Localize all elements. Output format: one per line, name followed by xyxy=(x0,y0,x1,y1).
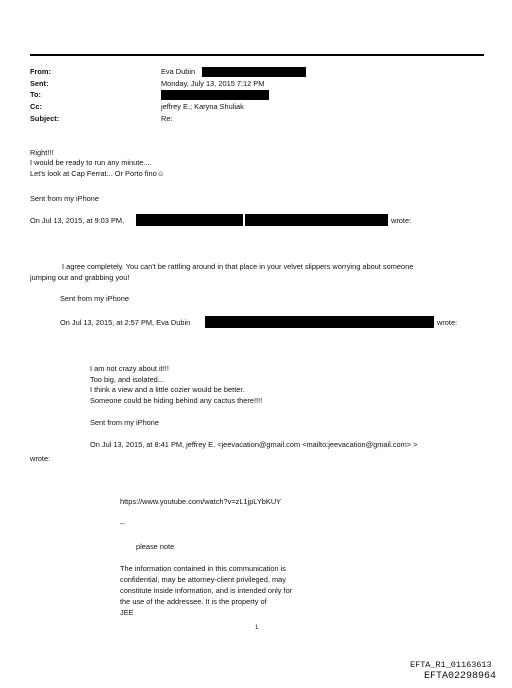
youtube-link[interactable]: https://www.youtube.com/watch?v=zL1jpLYbKUY xyxy=(120,497,282,506)
disclaimer-line: constitute inside information, and is intended only for xyxy=(120,586,293,595)
msg3-line: I think a view and a little cozier would be better. xyxy=(90,385,245,394)
msg3-line: Too big, and isolated... xyxy=(90,375,164,384)
redaction-block xyxy=(205,316,434,328)
msg1-line: Let's look at Cap Ferrat... Or Porto fino☺ xyxy=(30,169,165,178)
sent-label: Sent: xyxy=(30,79,49,88)
signature-dashes: -- xyxy=(120,519,125,528)
quote3-header: On Jul 13, 2015, at 8:41 PM, jeffrey E. <jeevacation@gmail.com <mailto:jeevacation@gmail.com> > xyxy=(90,440,418,449)
disclaimer-line: confidential, may be attorney-client privileged, may xyxy=(120,575,286,584)
quote2-header: On Jul 13, 2015, at 2:57 PM, Eva Dubin xyxy=(60,318,191,327)
redaction-block xyxy=(136,214,243,226)
bates-number-2: EFTA02298964 xyxy=(424,671,497,682)
quote1-header: On Jul 13, 2015, at 9:03 PM, xyxy=(30,216,125,225)
header-rule xyxy=(30,54,484,56)
page-number: 1 xyxy=(255,625,259,631)
subject-value: Re: xyxy=(161,114,173,123)
redaction-block xyxy=(161,90,269,100)
sent-value: Monday, July 13, 2015 7:12 PM xyxy=(161,79,265,88)
msg1-line: I would be ready to run any minute.... xyxy=(30,158,152,167)
bates-number-1: EFTA_R1_01163613 xyxy=(410,660,492,670)
sent-from-iphone: Sent from my iPhone xyxy=(90,418,160,427)
please-note: please note xyxy=(136,542,175,551)
msg2-line: jumping out and grabbing you! xyxy=(30,273,130,282)
redaction-block xyxy=(245,214,388,226)
redaction-block xyxy=(202,67,306,77)
from-label: From: xyxy=(30,67,51,76)
disclaimer-line: the use of the addressee. It is the property of xyxy=(120,597,267,606)
quote2-wrote: wrote: xyxy=(437,318,458,327)
from-value: Eva Dubin xyxy=(161,67,196,76)
quote1-wrote: wrote: xyxy=(391,216,412,225)
disclaimer-line: The information contained in this communication is xyxy=(120,564,286,573)
sent-from-iphone: Sent from my iPhone xyxy=(60,294,130,303)
subject-label: Subject: xyxy=(30,114,60,123)
sent-from-iphone: Sent from my iPhone xyxy=(30,194,100,203)
msg1-line: Right!!! xyxy=(30,148,54,157)
quote3-wrote: wrote: xyxy=(30,454,51,463)
disclaimer-line: JEE xyxy=(120,608,134,617)
msg2-line: I agree completely. You can't be rattling around in that place in your velvet slippers worrying about someone xyxy=(62,262,414,271)
msg3-line: Someone could be hiding behind any cactus there!!!! xyxy=(90,396,263,405)
to-label: To: xyxy=(30,90,41,99)
cc-value: jeffrey E.; Karyna Shuliak xyxy=(161,102,244,111)
cc-label: Cc: xyxy=(30,102,42,111)
msg3-line: I am not crazy about it!!! xyxy=(90,364,169,373)
